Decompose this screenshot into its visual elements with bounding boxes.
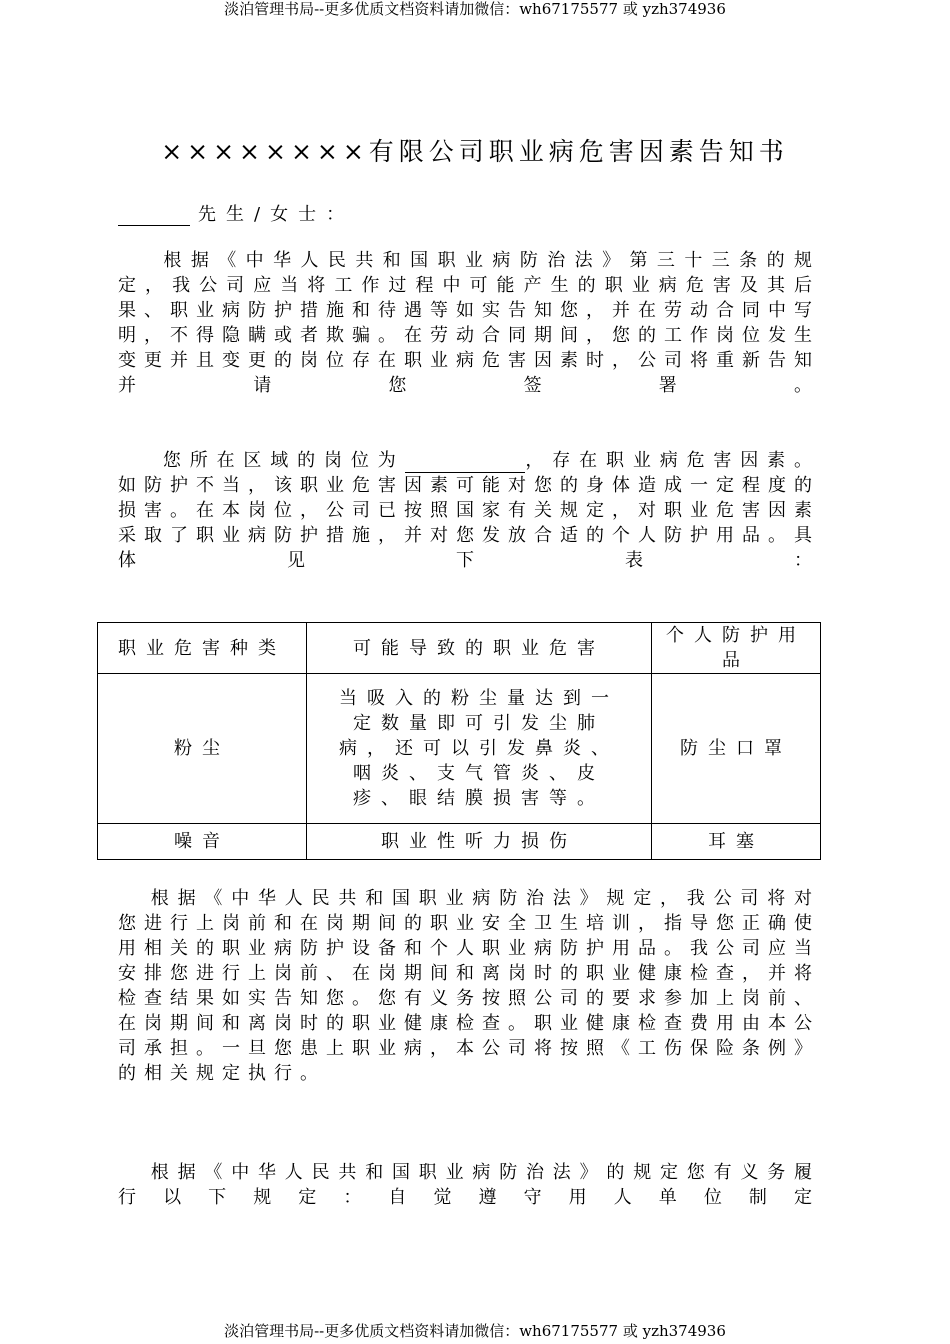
paragraph3-text: 根据《中华人民共和国职业病防治法》规定，我公司将对您进行上岗前和在岗期间的职业安全卫生培训，指导您正确使用相关的职业病防护设备和个人职业病防护用品。我公司应当安排您进行上岗前、在岗期间和离岗时的职业健康检查，并将检查结果如实告知您。您有义务按照公司的要求参加上岗前、在岗期间和离岗时的职业健康检查。职业健康检查费用由本公司承担。一旦您患上职业病，本公司将按照《工伤保险条例》的相关规定执行。 — [118, 888, 820, 1084]
paragraph-training — [118, 886, 820, 1086]
paragraph4-text: 根据《中华人民共和国职业病防治法》的规定您有义务履行以下规定：自觉遵守用人单位制定 — [118, 1162, 820, 1208]
salutation-line — [118, 200, 354, 226]
header-cell-ppe: 个人防护用品 — [652, 623, 821, 674]
paragraph-position — [118, 448, 820, 573]
header-cell-hazard-type: 职业危害种类 — [98, 623, 307, 674]
table-row — [98, 674, 821, 824]
hazard-table — [97, 622, 821, 860]
cell-harm — [307, 674, 652, 824]
cell-harm-text: 当吸入的粉尘量达到一定数量即可引发尘肺病，还可以引发鼻炎、咽炎、支气管炎、皮疹、眼结膜损害等。 — [339, 688, 619, 809]
paragraph-obligations — [118, 1160, 820, 1210]
header-cell-possible-harm: 可能导致的职业危害 — [307, 623, 652, 674]
paragraph2-after-text: ，存在职业病危害因素。如防护不当，该职业危害因素可能对您的身体造成一定程度的损害。在本岗位，公司已按照国家有关规定，对职业危害因素采取了职业病防护措施，并对您发放合适的个人防护用品。具体见下表： — [118, 450, 821, 571]
cell-hazard-type: 噪音 — [98, 824, 307, 860]
document-title: ××××××××有限公司职业病危害因素告知书 — [161, 137, 789, 166]
position-blank[interactable] — [405, 454, 525, 473]
name-blank[interactable] — [118, 209, 190, 226]
footer-watermark-note: 淡泊管理书局--更多优质文档资料请加微信：wh67175577 或 yzh374936 — [224, 1322, 726, 1340]
cell-hazard-type: 粉尘 — [98, 674, 307, 824]
paragraph-notice-basis — [118, 248, 820, 398]
table-header-row — [98, 623, 821, 674]
paragraph1-text: 根据《中华人民共和国职业病防治法》第三十三条的规定，我公司应当将工作过程中可能产生的职业病危害及其后果、职业病防护措施和待遇等如实告知您，并在劳动合同中写明，不得隐瞒或者欺骗。在劳动合同期间，您的工作岗位发生变更并且变更的岗位存在职业病危害因素时，公司将重新告知并请您签署。 — [118, 250, 820, 396]
cell-ppe: 耳塞 — [652, 824, 821, 860]
salutation-text: 先生/女士： — [198, 204, 355, 225]
paragraph2-before-text: 您所在区域的岗位为 — [162, 450, 405, 471]
cell-harm: 职业性听力损伤 — [307, 824, 652, 860]
cell-ppe: 防尘口罩 — [652, 674, 821, 824]
table-row — [98, 824, 821, 860]
header-watermark-note: 淡泊管理书局--更多优质文档资料请加微信：wh67175577 或 yzh374936 — [224, 0, 726, 18]
